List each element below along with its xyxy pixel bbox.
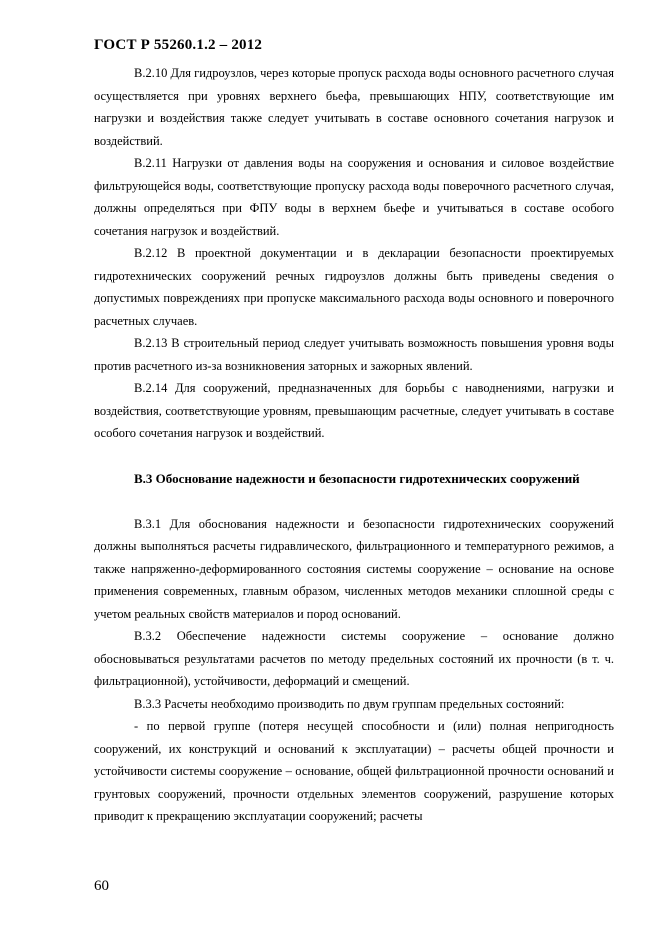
paragraph-b-2-11: В.2.11 Нагрузки от давления воды на сооружения и основания и силовое воздействие фильтрующейся воды, соответствующие пропуску расхода воды поверочного расчетного случая, должны определяться при ФПУ воды в верхнем бьефе и учитываться в составе особого сочетания нагрузок и воздействий. (94, 156, 614, 238)
paragraph-b-3-1: В.3.1 Для обоснования надежности и безопасности гидротехнических сооружений должны выполняться расчеты гидравлического, фильтрационного и температурного режимов, а также напряженно-деформированного состояния системы сооружение – основание на основе применения современных, главным образом, численных методов механики сплошной среды с учетом реальных свойств материалов и пород оснований. (94, 516, 614, 621)
paragraph-b-3-3: В.3.3 Расчеты необходимо производить по двум группам предельных состояний: (134, 696, 565, 711)
page-number: 60 (94, 878, 109, 894)
paragraph-b-3-2: В.3.2 Обеспечение надежности системы сооружение – основание должно обосновываться результатами расчетов по методу предельных состояний их прочности (в т. ч. фильтрационной), устойчивости, деформаций и смещений. (94, 629, 614, 688)
section-heading-b-3: В.3 Обоснование надежности и безопасности гидротехнических сооружений (134, 470, 580, 486)
list-item-first-group: - по первой группе (потеря несущей способности и (или) полная непригодность сооружений, их конструкций и оснований к эксплуатации) – расчеты общей прочности и устойчивости системы сооружение – основание, общей фильтрационной прочности оснований и грунтовых сооружений, прочности отдельных элементов сооружений, разрушение которых приводит к прекращению эксплуатации сооружений; расчеты (94, 719, 614, 823)
paragraph-b-2-13: В.2.13 В строительный период следует учитывать возможность повышения уровня воды против расчетного из-за возникновения заторных и зажорных явлений. (94, 336, 614, 373)
paragraph-b-2-14: В.2.14 Для сооружений, предназначенных для борьбы с наводнениями, нагрузки и воздействия, соответствующие уровням, превышающим расчетные, следует учитывать в составе особого сочетания нагрузок и воздействий. (94, 381, 614, 440)
paragraph-b-2-12: В.2.12 В проектной документации и в декларации безопасности проектируемых гидротехнических сооружений речных гидроузлов должны быть приведены сведения о допустимых повреждениях при пропуске максимального расхода воды основного и поверочного расчетных случаев. (94, 246, 614, 328)
document-body (94, 62, 614, 828)
document-header: ГОСТ Р 55260.1.2 – 2012 (94, 37, 263, 53)
paragraph-b-2-10: В.2.10 Для гидроузлов, через которые пропуск расхода воды основного расчетного случая осуществляется при уровнях верхнего бьефа, превышающих НПУ, соответствующие им нагрузки и воздействия также следует учитывать в составе основного сочетания нагрузок и воздействий. (94, 66, 614, 148)
